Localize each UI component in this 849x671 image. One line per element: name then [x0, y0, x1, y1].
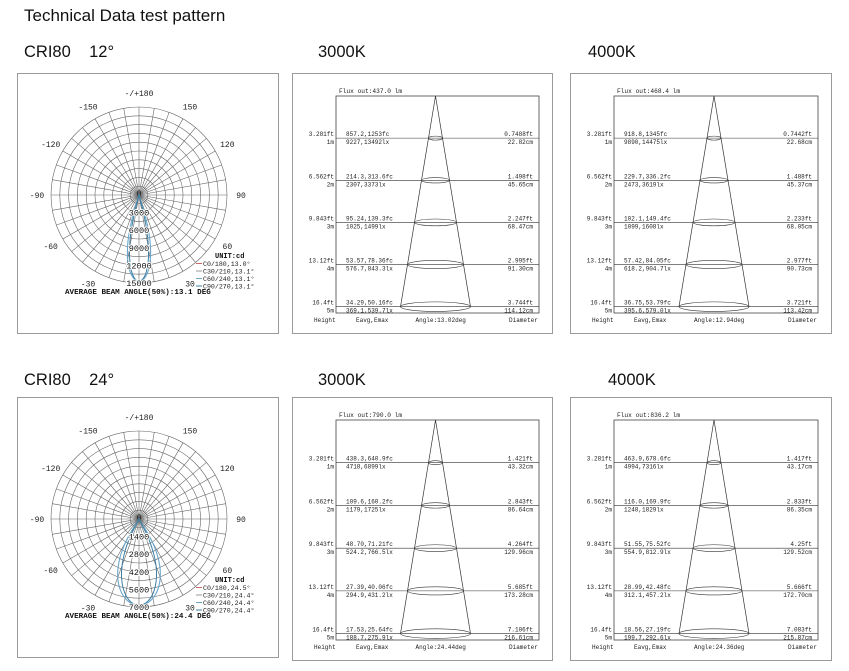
illuminance-fc: 57.42,84.05fc — [624, 257, 671, 265]
illuminance-fc: 116.0,169.9fc — [624, 498, 671, 506]
height-ft: 13.12ft — [586, 257, 612, 265]
row1-cri-label — [24, 43, 114, 62]
diameter-cm: 43.17cm — [786, 463, 812, 471]
footer-label: Eavg,Emax — [356, 317, 389, 324]
diameter-ft: 1.488ft — [786, 173, 812, 181]
diameter-ft: 5.666ft — [786, 583, 812, 591]
legend-entry: C60/240,24.4° — [203, 600, 255, 607]
diameter-cm: 129.52cm — [783, 549, 812, 557]
diameter-cm: 68.05cm — [786, 223, 812, 231]
illuminance-fc: 28.99,42.48fc — [624, 583, 671, 591]
row2-col2-label: 3000K — [318, 371, 366, 389]
height-m: 1m — [326, 139, 334, 147]
radial-tick-label: 7000 — [128, 603, 150, 613]
footer-label: Angle:24.36deg — [694, 644, 745, 651]
diameter-cm: 129.96cm — [504, 549, 533, 557]
illuminance-fc: 36.75,53.79fc — [624, 299, 671, 307]
height-ft: 9.843ft — [308, 215, 334, 223]
angle-label: 60 — [222, 243, 233, 252]
illuminance-fc: 34.29,50.16fc — [346, 299, 393, 307]
angle-label: -30 — [80, 604, 96, 614]
radial-tick-label: 5600 — [128, 585, 150, 596]
illuminance-lx: 554.9,812.9lx — [624, 549, 671, 557]
illuminance-fc: 27.39,40.06fc — [346, 583, 393, 591]
flux-label: Flux out:836.2 lm — [617, 412, 681, 419]
legend-entry: C90/270,13.1° — [203, 283, 255, 291]
height-m: 2m — [326, 181, 334, 189]
illuminance-lx: 576.7,843.3lx — [346, 265, 393, 273]
angle-label: -/+180 — [124, 414, 154, 423]
footer-label: Angle:12.94deg — [694, 317, 745, 324]
illuminance-lx: 188.7,275.9lx — [346, 634, 393, 642]
diameter-cm: 91.30cm — [507, 265, 533, 273]
diameter-cm: 45.65cm — [507, 181, 533, 189]
footer-label: Angle:24.44deg — [415, 644, 466, 651]
angle-label: 90 — [236, 516, 246, 525]
cone-frame — [614, 96, 818, 313]
cone-left-edge — [679, 96, 714, 307]
cone-chart-24deg-3000k — [292, 397, 553, 661]
illuminance-lx: 9227,13492lx — [346, 139, 390, 147]
height-m: 5m — [604, 307, 612, 315]
height-ft: 6.562ft — [586, 173, 612, 181]
height-m: 1m — [604, 463, 612, 471]
height-m: 5m — [326, 307, 334, 315]
row1-col2-label: 3000K — [318, 43, 366, 61]
angle-label: 0 — [136, 514, 142, 523]
angle-label: -120 — [41, 465, 61, 474]
angle-label: 120 — [220, 465, 235, 474]
diameter-ft: 2.233ft — [786, 215, 812, 223]
diameter-cm: 216.61cm — [504, 634, 533, 642]
height-ft: 9.843ft — [308, 541, 334, 549]
row2-col3-label: 4000K — [608, 371, 656, 389]
diameter-ft: 4.264ft — [507, 541, 533, 549]
cone-left-edge — [679, 420, 714, 634]
diameter-ft: 5.685ft — [507, 583, 533, 591]
angle-label: 30 — [185, 280, 195, 290]
illuminance-lx: 395.6,579.0lx — [624, 307, 671, 315]
diameter-ft: 4.25ft — [790, 541, 812, 549]
legend-entry: C0/180,24.5° — [203, 585, 251, 592]
cone-chart-24deg-4000k — [570, 397, 832, 661]
height-m: 4m — [604, 591, 612, 599]
height-ft: 9.843ft — [586, 541, 612, 549]
radial-tick-label: 15000 — [126, 279, 152, 289]
row1-cri: CRI80 — [24, 43, 71, 61]
height-m: 4m — [326, 591, 334, 599]
height-ft: 6.562ft — [308, 498, 334, 506]
angle-label: -60 — [43, 567, 58, 576]
illuminance-lx: 369.1,539.7lx — [346, 307, 393, 315]
legend-entry: C30/210,24.4° — [203, 592, 255, 600]
height-ft: 16.4ft — [312, 626, 334, 634]
cone-frame — [336, 96, 539, 313]
diameter-ft: 0.7442ft — [783, 131, 812, 139]
height-m: 4m — [604, 265, 612, 273]
footer-label: Diameter — [788, 644, 817, 651]
height-m: 3m — [604, 549, 612, 557]
diameter-cm: 114.12cm — [504, 307, 533, 315]
height-m: 2m — [604, 181, 612, 189]
height-ft: 13.12ft — [308, 257, 334, 265]
illuminance-fc: 918.8,1345fc — [624, 131, 668, 139]
diameter-cm: 22.82cm — [507, 139, 533, 147]
illuminance-lx: 618.2,904.7lx — [624, 265, 671, 273]
angle-label: -60 — [43, 243, 58, 252]
height-ft: 16.4ft — [312, 299, 334, 307]
beam-angle-text: AVERAGE BEAM ANGLE(50%):13.1 DEG — [65, 289, 211, 297]
diameter-ft: 2.977ft — [786, 257, 812, 265]
illuminance-lx: 199.7,292.6lx — [624, 634, 671, 642]
radial-tick-label: 9000 — [128, 243, 150, 254]
illuminance-lx: 2473,3619lx — [624, 181, 664, 189]
diameter-cm: 68.47cm — [507, 223, 533, 231]
diameter-cm: 86.64cm — [507, 506, 533, 514]
footer-label: Eavg,Emax — [634, 644, 667, 651]
height-ft: 3.281ft — [308, 455, 334, 463]
angle-label: 120 — [220, 141, 235, 150]
diameter-ft: 2.247ft — [507, 215, 533, 223]
height-m: 3m — [604, 223, 612, 231]
height-m: 5m — [326, 634, 334, 642]
illuminance-fc: 17.53,25.64fc — [346, 626, 393, 634]
diameter-cm: 173.28cm — [504, 591, 533, 599]
height-m: 4m — [326, 265, 334, 273]
illuminance-lx: 1025,1499lx — [346, 223, 386, 231]
cone-frame — [614, 420, 818, 640]
illuminance-lx: 1179,1725lx — [346, 506, 386, 514]
radial-tick-label: 2800 — [128, 550, 150, 561]
illuminance-lx: 312.1,457.2lx — [624, 591, 671, 599]
polar-chart-24deg — [17, 397, 279, 658]
illuminance-fc: 109.6,160.2fc — [346, 498, 393, 506]
footer-label: Diameter — [509, 644, 538, 651]
cone-left-edge — [401, 420, 436, 634]
polar-svg — [18, 398, 278, 657]
illuminance-lx: 4718,6899lx — [346, 463, 386, 471]
height-ft: 16.4ft — [590, 626, 612, 634]
row2-cri-label — [24, 371, 114, 390]
legend-entry: C30/210,13.1° — [203, 268, 255, 276]
height-m: 3m — [326, 549, 334, 557]
cone-svg — [571, 398, 831, 660]
height-m: 2m — [326, 506, 334, 514]
illuminance-lx: 2307,3373lx — [346, 181, 386, 189]
angle-label: 30 — [185, 604, 195, 614]
angle-label: 60 — [222, 567, 233, 576]
angle-label: 150 — [182, 103, 198, 113]
illuminance-fc: 48.70,71.21fc — [346, 541, 393, 549]
illuminance-fc: 463.9,678.6fc — [624, 455, 671, 463]
diameter-cm: 172.70cm — [783, 591, 812, 599]
row1-col3-label: 4000K — [588, 43, 636, 61]
cone-frame — [336, 420, 539, 640]
height-m: 5m — [604, 634, 612, 642]
illuminance-fc: 438.3,640.9fc — [346, 455, 393, 463]
illuminance-lx: 294.9,431.2lx — [346, 591, 393, 599]
illuminance-lx: 9890,14475lx — [624, 139, 668, 147]
cone-right-edge — [436, 96, 471, 307]
angle-label: -150 — [78, 103, 98, 113]
diameter-ft: 2.843ft — [507, 498, 533, 506]
flux-label: Flux out:468.4 lm — [617, 88, 681, 95]
illuminance-fc: 18.56,27.19fc — [624, 626, 671, 634]
cone-svg — [293, 398, 552, 660]
footer-label: Height — [592, 317, 614, 324]
angle-label: -150 — [78, 427, 98, 437]
cone-chart-12deg-3000k — [292, 73, 553, 334]
polar-svg — [18, 74, 278, 333]
diameter-cm: 86.35cm — [786, 506, 812, 514]
footer-label: Height — [592, 644, 614, 651]
illuminance-lx: 1248,1829lx — [624, 506, 664, 514]
height-ft: 6.562ft — [308, 173, 334, 181]
beam-angle-text: AVERAGE BEAM ANGLE(50%):24.4 DEG — [65, 613, 211, 621]
radial-tick-label: 12000 — [126, 261, 152, 272]
angle-label: -/+180 — [124, 90, 154, 99]
legend-entry: C60/240,13.1° — [203, 276, 255, 283]
row2-cri: CRI80 — [24, 371, 71, 389]
diameter-ft: 1.421ft — [507, 455, 533, 463]
angle-label: -90 — [29, 516, 45, 525]
angle-label: 90 — [236, 192, 246, 201]
angle-label: -90 — [29, 192, 45, 201]
height-ft: 3.281ft — [586, 131, 612, 139]
unit-label: UNIT:cd — [215, 577, 245, 585]
cone-right-edge — [436, 420, 471, 634]
diameter-cm: 22.68cm — [786, 139, 812, 147]
diameter-cm: 90.73cm — [786, 265, 812, 273]
height-ft: 3.281ft — [586, 455, 612, 463]
height-m: 3m — [326, 223, 334, 231]
angle-label: 0 — [136, 190, 142, 199]
height-ft: 6.562ft — [586, 498, 612, 506]
radial-tick-label: 1400 — [128, 532, 150, 543]
angle-label: -30 — [80, 280, 96, 290]
diameter-cm: 113.42cm — [783, 307, 812, 315]
diameter-ft: 7.106ft — [507, 626, 533, 634]
diameter-ft: 7.083ft — [786, 626, 812, 634]
illuminance-fc: 214.3,313.6fc — [346, 173, 393, 181]
diameter-ft: 2.833ft — [786, 498, 812, 506]
height-ft: 3.281ft — [308, 131, 334, 139]
diameter-ft: 2.995ft — [507, 257, 533, 265]
cone-right-edge — [714, 420, 749, 634]
illuminance-lx: 524.2,766.5lx — [346, 549, 393, 557]
footer-label: Height — [314, 644, 336, 651]
diameter-ft: 0.7488ft — [504, 131, 533, 139]
cone-chart-12deg-4000k — [570, 73, 832, 334]
cone-right-edge — [714, 96, 749, 307]
cone-svg — [293, 74, 552, 333]
height-m: 2m — [604, 506, 612, 514]
page-title: Technical Data test pattern — [24, 6, 226, 25]
radial-tick-label: 4200 — [128, 567, 150, 578]
illuminance-fc: 95.24,139.3fc — [346, 215, 393, 223]
angle-label: -120 — [41, 141, 61, 150]
polar-chart-12deg — [17, 73, 279, 334]
illuminance-lx: 4994,7316lx — [624, 463, 664, 471]
row2-angle: 24° — [89, 371, 115, 389]
illuminance-fc: 229.7,336.2fc — [624, 173, 671, 181]
illuminance-fc: 102.1,149.4fc — [624, 215, 671, 223]
diameter-ft: 1.417ft — [786, 455, 812, 463]
illuminance-fc: 53.57,78.36fc — [346, 257, 393, 265]
diameter-ft: 3.721ft — [786, 299, 812, 307]
diameter-cm: 43.32cm — [507, 463, 533, 471]
height-ft: 9.843ft — [586, 215, 612, 223]
height-m: 1m — [326, 463, 334, 471]
diameter-cm: 215.87cm — [783, 634, 812, 642]
illuminance-fc: 857.2,1253fc — [346, 131, 390, 139]
angle-label: 150 — [182, 427, 198, 437]
footer-label: Angle:13.02deg — [415, 317, 466, 324]
height-ft: 16.4ft — [590, 299, 612, 307]
diameter-ft: 1.498ft — [507, 173, 533, 181]
footer-label: Diameter — [788, 317, 817, 324]
cone-left-edge — [401, 96, 436, 307]
cone-svg — [571, 74, 831, 333]
footer-label: Height — [314, 317, 336, 324]
legend-entry: C90/270,24.4° — [203, 607, 255, 615]
footer-label: Diameter — [509, 317, 538, 324]
flux-label: Flux out:790.0 lm — [339, 412, 403, 419]
illuminance-fc: 51.55,75.52fc — [624, 541, 671, 549]
legend-entry: C0/180,13.0° — [203, 261, 251, 268]
flux-label: Flux out:437.0 lm — [339, 88, 403, 95]
unit-label: UNIT:cd — [215, 253, 245, 261]
footer-label: Eavg,Emax — [634, 317, 667, 324]
diameter-cm: 45.37cm — [786, 181, 812, 189]
height-ft: 13.12ft — [308, 583, 334, 591]
radial-tick-label: 3000 — [128, 208, 150, 219]
illuminance-lx: 1099,1608lx — [624, 223, 664, 231]
height-ft: 13.12ft — [586, 583, 612, 591]
radial-tick-label: 6000 — [128, 226, 150, 237]
row1-angle: 12° — [89, 43, 115, 61]
footer-label: Eavg,Emax — [356, 644, 389, 651]
height-m: 1m — [604, 139, 612, 147]
diameter-ft: 3.744ft — [507, 299, 533, 307]
